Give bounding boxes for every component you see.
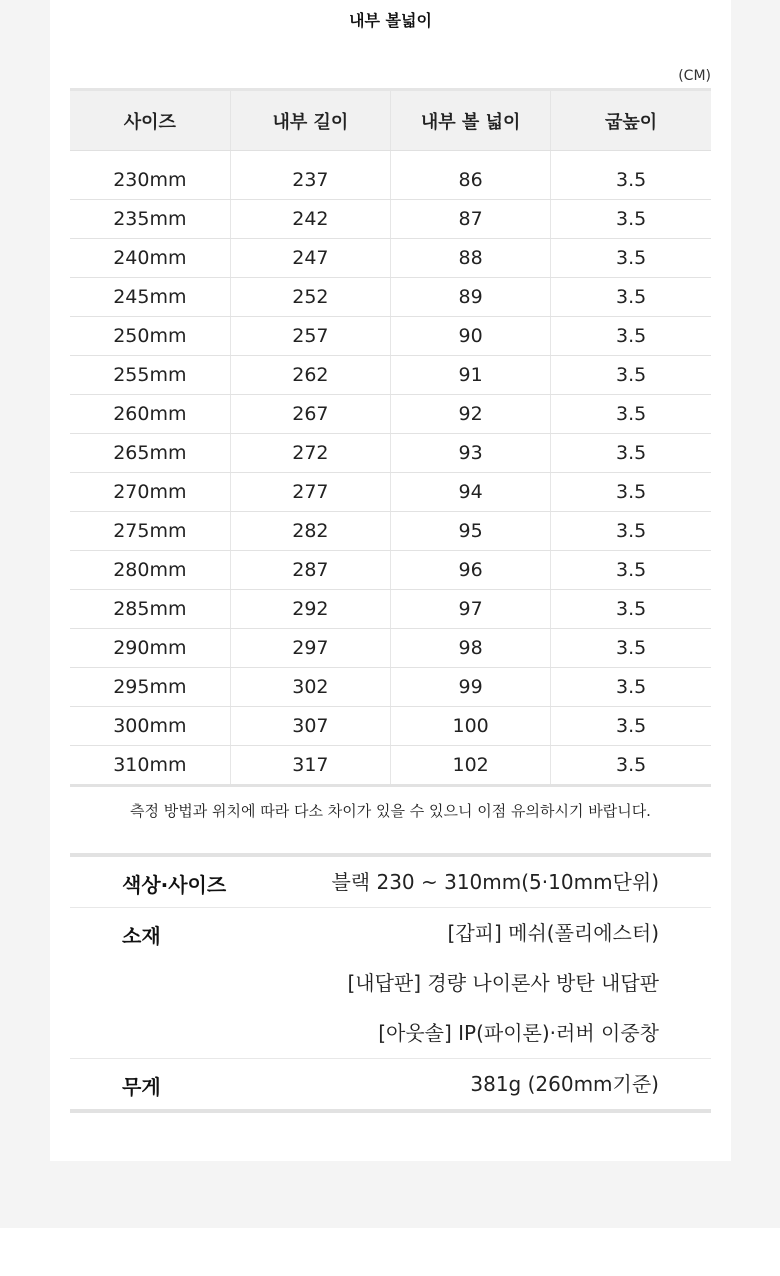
table-row <box>70 668 711 707</box>
cell-inner-length: 277 <box>230 473 390 512</box>
spec-row <box>70 857 711 908</box>
cell-inner-length: 317 <box>230 746 390 786</box>
cell-inner-length: 297 <box>230 629 390 668</box>
table-row <box>70 239 711 278</box>
measurement-note: 측정 방법과 위치에 따라 다소 차이가 있을 수 있으니 이점 유의하시기 바랍니다. <box>130 802 651 820</box>
cell-inner-width: 95 <box>391 512 551 551</box>
cell-inner-length: 267 <box>230 395 390 434</box>
table-row <box>70 317 711 356</box>
spec-value: [갑피] 메쉬(폴리에스터) <box>447 921 659 945</box>
cell-heel-height: 3.5 <box>551 512 711 551</box>
cell-inner-length: 302 <box>230 668 390 707</box>
cell-heel-height: 3.5 <box>551 590 711 629</box>
cell-inner-width: 91 <box>391 356 551 395</box>
cell-size: 300mm <box>70 707 230 746</box>
table-row <box>70 512 711 551</box>
table-row <box>70 278 711 317</box>
cell-size: 290mm <box>70 629 230 668</box>
cell-heel-height: 3.5 <box>551 278 711 317</box>
cell-inner-width: 92 <box>391 395 551 434</box>
spec-value: [내답판] 경량 나이론사 방탄 내답판 <box>347 971 659 995</box>
table-row <box>70 551 711 590</box>
table-row <box>70 356 711 395</box>
table-row <box>70 434 711 473</box>
table-row <box>70 161 711 200</box>
header-heel-height: 굽높이 <box>551 90 711 151</box>
cell-size: 310mm <box>70 746 230 786</box>
cell-inner-width: 87 <box>391 200 551 239</box>
cell-heel-height: 3.5 <box>551 473 711 512</box>
table-spacer-row <box>70 151 711 162</box>
table-row <box>70 746 711 786</box>
cell-inner-length: 292 <box>230 590 390 629</box>
cell-inner-width: 96 <box>391 551 551 590</box>
cell-inner-width: 100 <box>391 707 551 746</box>
cell-heel-height: 3.5 <box>551 551 711 590</box>
cell-inner-length: 272 <box>230 434 390 473</box>
cell-size: 265mm <box>70 434 230 473</box>
cell-heel-height: 3.5 <box>551 317 711 356</box>
cell-inner-width: 88 <box>391 239 551 278</box>
header-inner-width: 내부 볼 넓이 <box>391 90 551 151</box>
header-inner-length: 내부 길이 <box>230 90 390 151</box>
cell-heel-height: 3.5 <box>551 746 711 786</box>
cell-size: 280mm <box>70 551 230 590</box>
table-row <box>70 473 711 512</box>
cell-inner-width: 90 <box>391 317 551 356</box>
cell-size: 240mm <box>70 239 230 278</box>
content-card <box>50 0 731 1161</box>
cell-inner-length: 257 <box>230 317 390 356</box>
spec-value: 381g (260mm기준) <box>470 1072 659 1096</box>
table-row <box>70 200 711 239</box>
cell-heel-height: 3.5 <box>551 356 711 395</box>
cell-heel-height: 3.5 <box>551 668 711 707</box>
spec-table <box>70 853 711 1113</box>
cell-size: 255mm <box>70 356 230 395</box>
cell-inner-width: 97 <box>391 590 551 629</box>
spec-value: 블랙 230 ~ 310mm(5·10mm단위) <box>331 870 659 894</box>
spec-label: 소재 <box>122 924 161 948</box>
cell-size: 260mm <box>70 395 230 434</box>
cell-inner-width: 86 <box>391 161 551 200</box>
cell-size: 285mm <box>70 590 230 629</box>
table-header-row <box>70 90 711 151</box>
spec-value: [아웃솔] IP(파이론)·러버 이중창 <box>378 1021 659 1045</box>
table-row <box>70 395 711 434</box>
cell-size: 245mm <box>70 278 230 317</box>
unit-label: (CM) <box>678 68 711 84</box>
cell-inner-width: 99 <box>391 668 551 707</box>
cell-inner-length: 307 <box>230 707 390 746</box>
cell-heel-height: 3.5 <box>551 239 711 278</box>
spec-row <box>70 908 711 1059</box>
cell-size: 270mm <box>70 473 230 512</box>
cell-inner-length: 282 <box>230 512 390 551</box>
cell-inner-width: 93 <box>391 434 551 473</box>
cell-inner-length: 262 <box>230 356 390 395</box>
cell-size: 275mm <box>70 512 230 551</box>
cell-heel-height: 3.5 <box>551 395 711 434</box>
spec-label: 무게 <box>122 1075 161 1099</box>
spec-label: 색상·사이즈 <box>122 873 227 897</box>
cell-heel-height: 3.5 <box>551 707 711 746</box>
cell-size: 230mm <box>70 161 230 200</box>
cell-inner-width: 94 <box>391 473 551 512</box>
cell-inner-width: 89 <box>391 278 551 317</box>
table-row <box>70 629 711 668</box>
cell-heel-height: 3.5 <box>551 629 711 668</box>
cell-inner-length: 237 <box>230 161 390 200</box>
size-table <box>70 88 711 787</box>
cell-inner-length: 252 <box>230 278 390 317</box>
cell-heel-height: 3.5 <box>551 200 711 239</box>
cell-inner-width: 98 <box>391 629 551 668</box>
cell-inner-length: 247 <box>230 239 390 278</box>
cell-inner-width: 102 <box>391 746 551 786</box>
cell-heel-height: 3.5 <box>551 161 711 200</box>
table-body <box>70 151 711 786</box>
cell-size: 295mm <box>70 668 230 707</box>
table-row <box>70 590 711 629</box>
cell-size: 235mm <box>70 200 230 239</box>
header-size: 사이즈 <box>70 90 230 151</box>
page-title: 내부 볼넓이 <box>349 11 432 30</box>
table-row <box>70 707 711 746</box>
cell-inner-length: 287 <box>230 551 390 590</box>
cell-inner-length: 242 <box>230 200 390 239</box>
cell-heel-height: 3.5 <box>551 434 711 473</box>
cell-size: 250mm <box>70 317 230 356</box>
spec-row <box>70 1059 711 1109</box>
